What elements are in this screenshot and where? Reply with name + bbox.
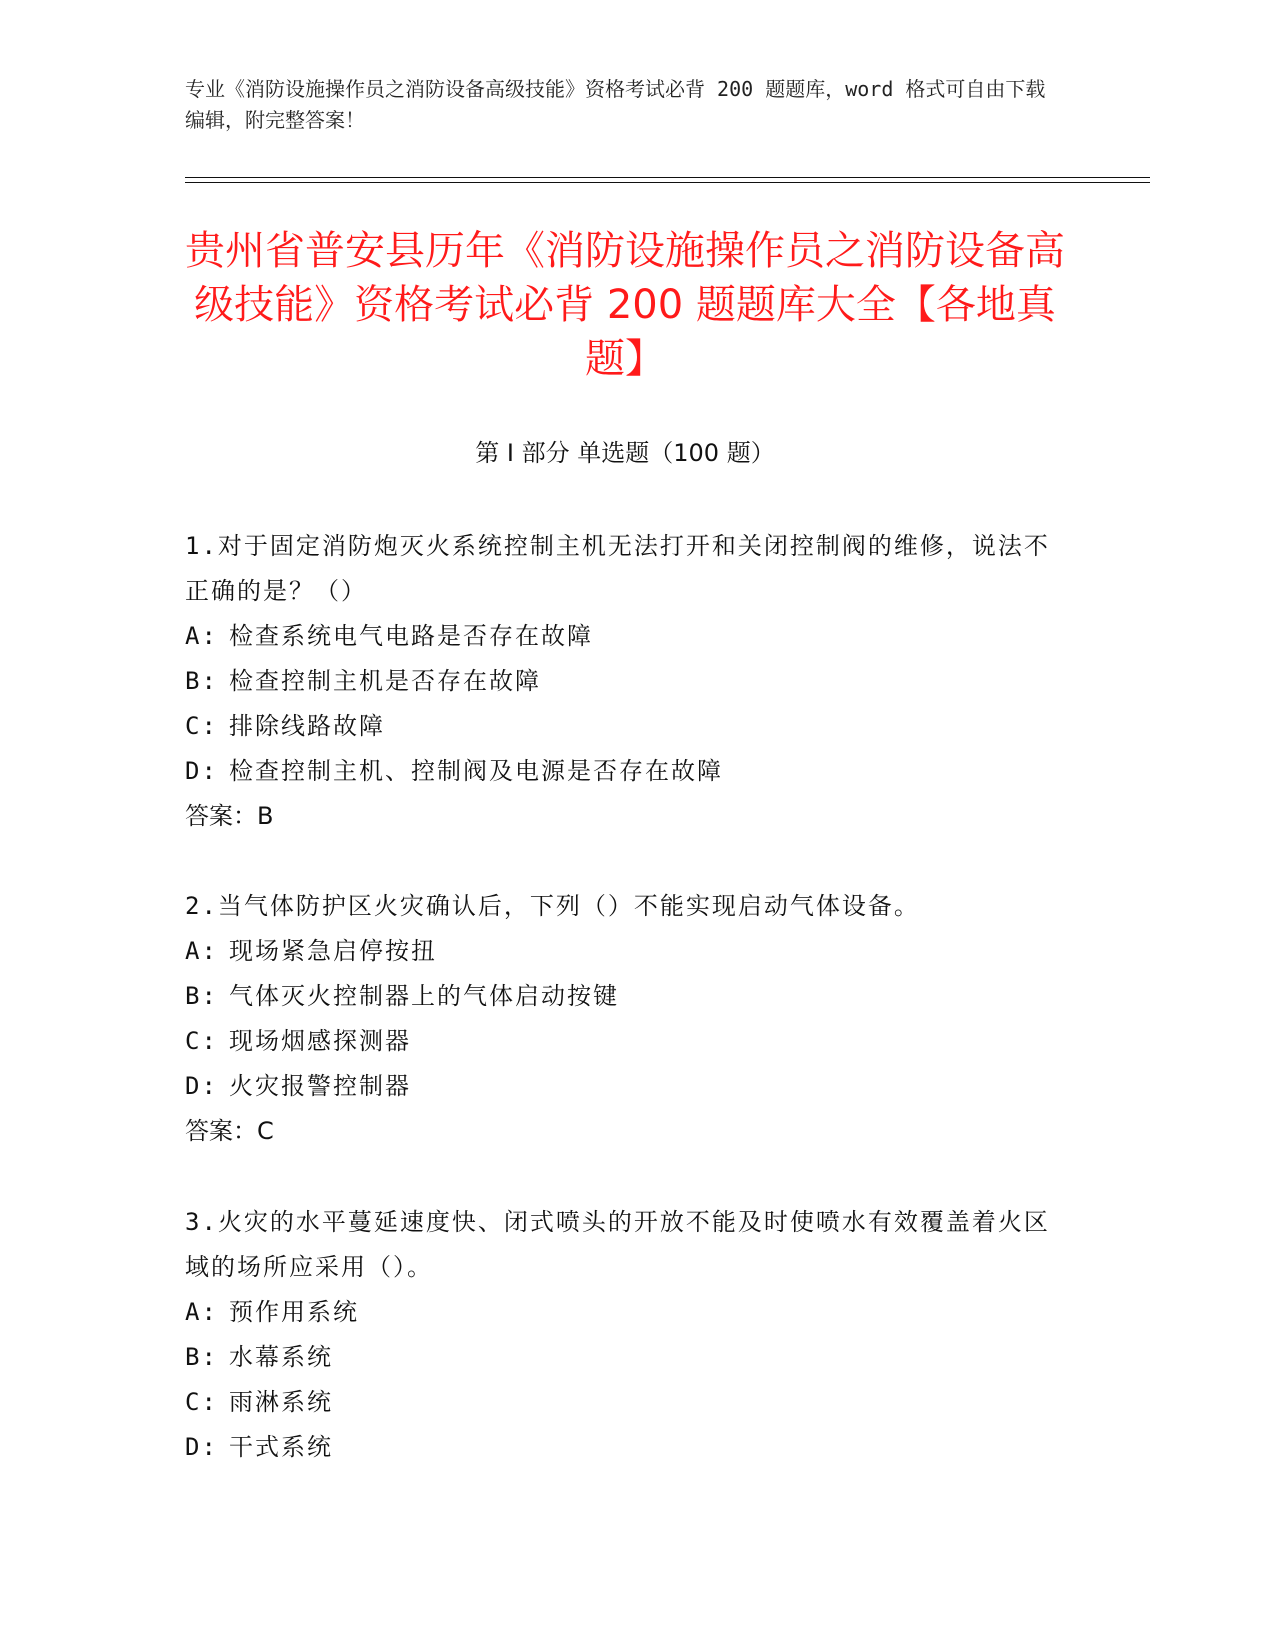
option-b (185, 1335, 1065, 1380)
option-letter: B: (185, 667, 218, 695)
option-a (185, 929, 1065, 974)
option-text: 气体灭火控制器上的气体启动按键 (229, 982, 619, 1010)
section-heading: 第 I 部分 单选题（100 题） (475, 439, 775, 467)
question-stem: 2.当气体防护区火灾确认后，下列（）不能实现启动气体设备。 (185, 892, 920, 920)
question-3 (185, 1200, 1065, 1470)
option-letter: D: (185, 1072, 218, 1100)
option-letter: C: (185, 1027, 218, 1055)
option-text: 火灾报警控制器 (229, 1072, 411, 1100)
option-letter: B: (185, 1343, 218, 1371)
question-stem: 1.对于固定消防炮灭火系统控制主机无法打开和关闭控制阀的维修，说法不正确的是？（） (185, 532, 1050, 605)
option-text: 现场紧急启停按扭 (229, 937, 437, 965)
header-divider-top (185, 177, 1150, 178)
question-1 (185, 524, 1065, 839)
option-letter: D: (185, 757, 218, 785)
option-letter: A: (185, 1298, 218, 1326)
answer-line: 答案：C (185, 1117, 274, 1145)
option-letter: D: (185, 1433, 218, 1461)
option-text: 检查控制主机、控制阀及电源是否存在故障 (229, 757, 723, 785)
option-text: 水幕系统 (229, 1343, 333, 1371)
option-letter: A: (185, 937, 218, 965)
option-text: 干式系统 (229, 1433, 333, 1461)
option-d (185, 749, 1065, 794)
option-text: 检查系统电气电路是否存在故障 (229, 622, 593, 650)
document-title: 贵州省普安县历年《消防设施操作员之消防设备高级技能》资格考试必背 200 题题库大全【各地真题】 (185, 228, 1065, 382)
question-stem: 3.火灾的水平蔓延速度快、闭式喷头的开放不能及时使喷水有效覆盖着火区域的场所应采用（）。 (185, 1208, 1050, 1281)
option-text: 现场烟感探测器 (229, 1027, 411, 1055)
option-c (185, 1380, 1065, 1425)
option-text: 排除线路故障 (229, 712, 385, 740)
option-letter: B: (185, 982, 218, 1010)
option-b (185, 974, 1065, 1019)
header-note: 专业《消防设施操作员之消防设备高级技能》资格考试必背 200 题题库，word 格式可自由下载编辑，附完整答案！ (185, 77, 1046, 132)
option-c (185, 704, 1065, 749)
option-a (185, 614, 1065, 659)
answer-line: 答案：B (185, 802, 274, 830)
option-text: 检查控制主机是否存在故障 (229, 667, 541, 695)
question-2 (185, 884, 1065, 1154)
option-c (185, 1019, 1065, 1064)
option-d (185, 1064, 1065, 1109)
option-a (185, 1290, 1065, 1335)
option-letter: C: (185, 1388, 218, 1416)
header-divider-bottom (185, 182, 1150, 183)
option-b (185, 659, 1065, 704)
option-letter: C: (185, 712, 218, 740)
option-d (185, 1425, 1065, 1470)
option-text: 预作用系统 (229, 1298, 359, 1326)
option-letter: A: (185, 622, 218, 650)
option-text: 雨淋系统 (229, 1388, 333, 1416)
